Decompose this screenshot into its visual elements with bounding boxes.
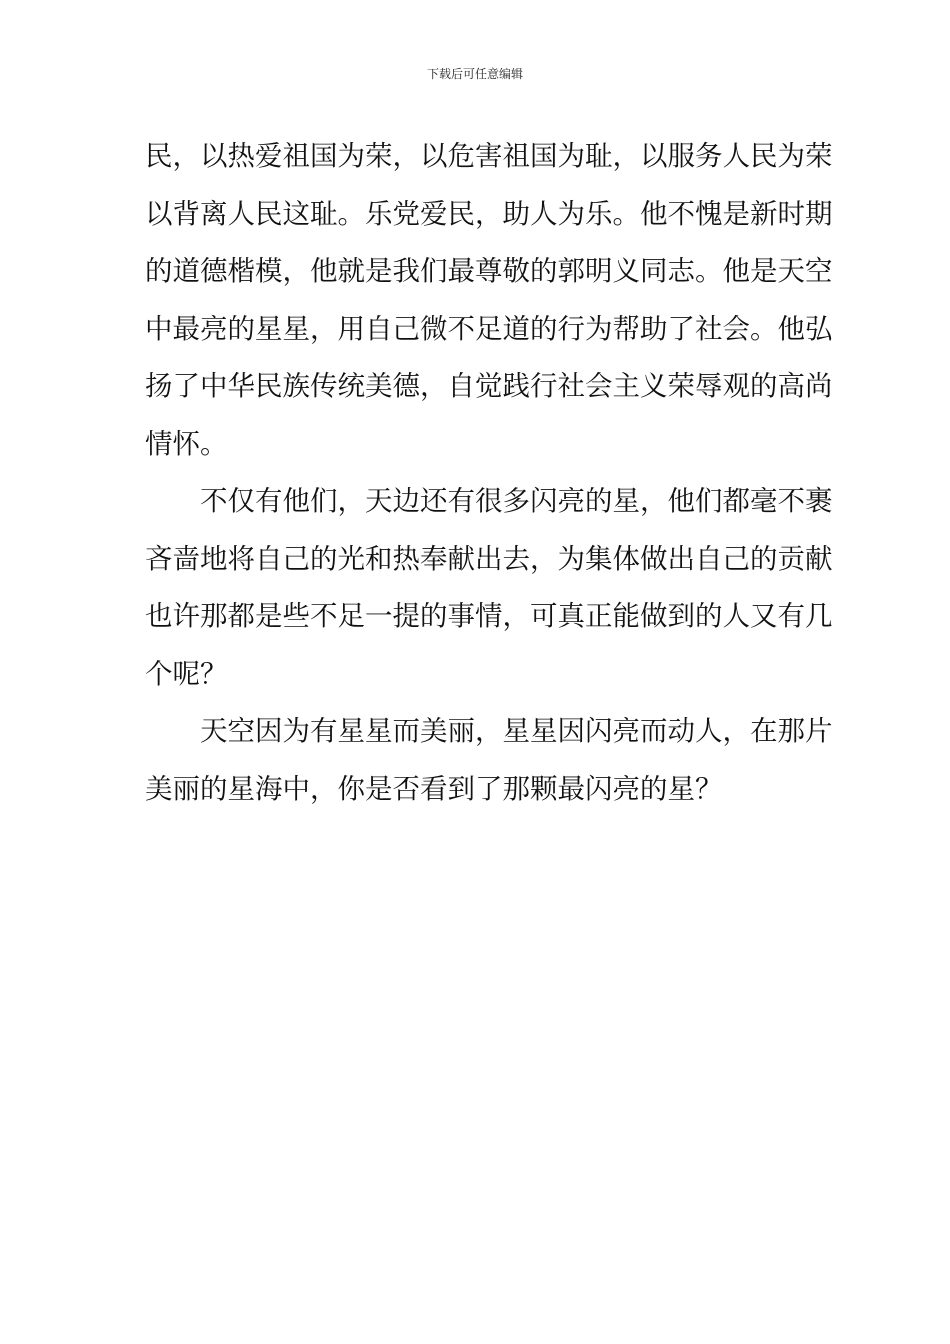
- text-line: 的道德楷模，他就是我们最尊敬的郭明义同志。他是天空: [145, 255, 833, 287]
- text-line: 扬了中华民族传统美德，自觉践行社会主义荣辱观的高尚: [145, 370, 833, 402]
- document-body: [145, 128, 833, 818]
- text-line: 吝啬地将自己的光和热奉献出去，为集体做出自己的贡献: [145, 542, 833, 575]
- text-line: 不仅有他们，天边还有很多闪亮的星，他们都毫不裹: [145, 485, 833, 517]
- text-line: 个呢？: [145, 657, 228, 690]
- text-line: 情怀。: [145, 427, 228, 460]
- text-line: 民，以热爱祖国为荣，以危害祖国为耻，以服务人民为荣: [145, 140, 833, 172]
- text-line: 中最亮的星星，用自己微不足道的行为帮助了社会。他弘: [145, 312, 833, 345]
- paragraph-3: [145, 703, 833, 818]
- text-line: 以背离人民这耻。乐党爱民，助人为乐。他不愧是新时期: [145, 197, 833, 230]
- paragraph-2: [145, 473, 833, 703]
- text-line: 美丽的星海中，你是否看到了那颗最闪亮的星？: [145, 772, 723, 805]
- page-header: 下载后可任意编辑: [426, 67, 523, 81]
- text-line: 也许那都是些不足一提的事情，可真正能做到的人又有几: [145, 600, 833, 632]
- text-line: 天空因为有星星而美丽，星星因闪亮而动人，在那片: [145, 715, 833, 747]
- paragraph-1: [145, 128, 833, 473]
